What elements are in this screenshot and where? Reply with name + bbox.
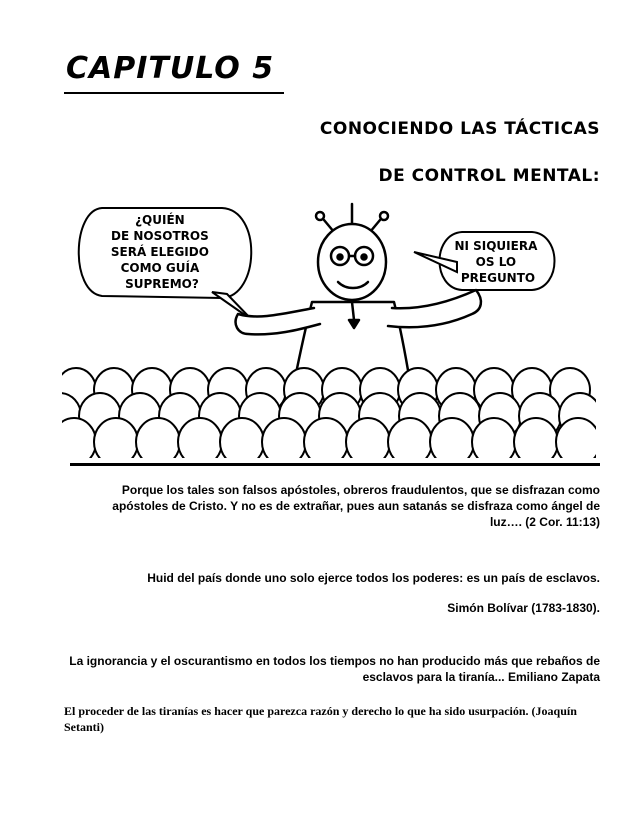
chapter-underline xyxy=(64,92,284,94)
quote-zapata: La ignorancia y el oscurantismo en todos los tiempos no han producido más que rebaños de esclavos para la tiranía... Emiliano Zapata xyxy=(69,654,600,684)
crowd-head xyxy=(388,418,432,458)
bubble-left-line-2: DE NOSOTROS xyxy=(111,229,209,243)
crowd-head xyxy=(178,418,222,458)
quote-setanti: El proceder de las tiranías es hacer que parezca razón y derecho lo que ha sido usurpación. (Joaquín Setanti) xyxy=(64,704,577,734)
crowd-head xyxy=(262,418,306,458)
bubble-right-line-2: OS LO xyxy=(475,255,517,269)
bubble-right-line-3: PREGUNTO xyxy=(460,271,536,285)
crowd-head xyxy=(472,418,516,458)
crowd-head xyxy=(94,418,138,458)
crowd-head xyxy=(430,418,474,458)
bubble-left-line-3: SERÁ ELEGIDO xyxy=(110,245,209,259)
crowd-head xyxy=(514,418,558,458)
bubble-left-line-4: COMO GUÍA xyxy=(120,261,200,275)
crowd-head xyxy=(220,418,264,458)
quote-bolivar-text: Huid del país donde uno solo ejerce todos los poderes: es un país de esclavos. xyxy=(147,571,600,585)
crowd xyxy=(62,368,596,458)
quote-bolivar xyxy=(70,570,600,616)
crowd-head xyxy=(346,418,390,458)
speech-bubble-left xyxy=(79,208,252,320)
bubble-left-line-1: ¿QUIÉN xyxy=(135,213,185,227)
chapter-title: CAPITULO 5 xyxy=(66,51,275,86)
subtitle-line-1: CONOCIENDO LAS TÁCTICAS xyxy=(319,119,600,139)
quote-corinthians: Porque los tales son falsos apóstoles, obreros fraudulentos, que se disfrazan como apóstoles de Cristo. Y no es de extrañar, pues aun satanás se disfraza como ángel de luz…. (2 Cor. 11:13) xyxy=(112,483,600,529)
crowd-head xyxy=(136,418,180,458)
bubble-right-line-1: NI SIQUIERA xyxy=(454,239,538,253)
cartoon-illustration xyxy=(62,202,596,458)
bubble-left-line-5: SUPREMO? xyxy=(125,277,199,291)
crowd-head xyxy=(304,418,348,458)
speech-bubble-right xyxy=(414,232,555,290)
subtitle-line-2: DE CONTROL MENTAL: xyxy=(378,166,600,186)
quote-bolivar-author: Simón Bolívar (1783-1830). xyxy=(447,601,600,615)
horizontal-rule xyxy=(70,463,600,466)
